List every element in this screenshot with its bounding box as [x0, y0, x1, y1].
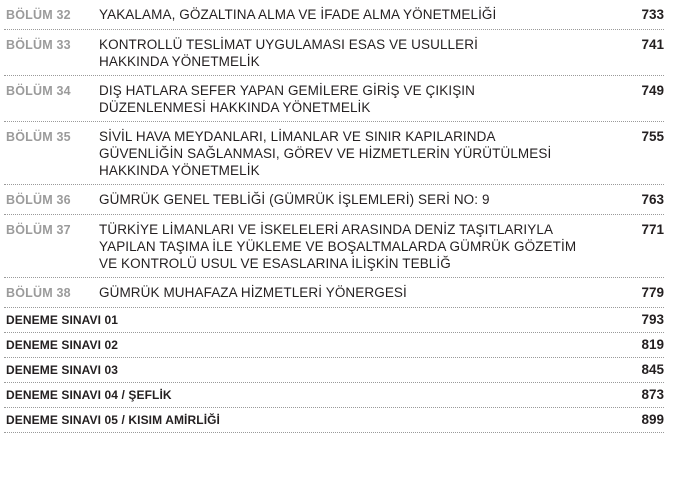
chapter-title: SİVİL HAVA MEYDANLARI, LİMANLAR VE SINIR KAPILARINDA GÜVENLİĞİN SAĞLANMASI, GÖREV VE HİZMETLERİN YÜRÜTÜLMESİ HAKKINDA YÖNETMELİK [99, 129, 552, 178]
page-number: 779 [641, 285, 664, 300]
exam-title: DENEME SINAVI 03 [6, 363, 119, 377]
toc-entry-bolum-35[interactable] [4, 122, 664, 185]
chapter-title: TÜRKİYE LİMANLARI VE İSKELELERİ ARASINDA DENİZ TAŞITLARIYLA YAPILAN TAŞIMA İLE YÜKLEME VE BOŞALTMALARDA GÜMRÜK GÖZETİM VE KONTROLÜ USUL VE ESASLARINA İLİŞKİN TEBLİĞ [99, 222, 577, 271]
chapter-number: BÖLÜM 36 [6, 193, 71, 207]
chapter-number: BÖLÜM 33 [6, 38, 71, 52]
chapter-number: BÖLÜM 37 [6, 223, 71, 237]
chapter-number: BÖLÜM 38 [6, 286, 71, 300]
toc-entry-bolum-32[interactable] [4, 0, 664, 30]
toc-entry-bolum-34[interactable] [4, 76, 664, 122]
chapter-title: DIŞ HATLARA SEFER YAPAN GEMİLERE GİRİŞ VE ÇIKIŞIN DÜZENLENMESİ HAKKINDA YÖNETMELİK [99, 83, 475, 115]
chapter-title: KONTROLLÜ TESLİMAT UYGULAMASI ESAS VE USULLERİ HAKKINDA YÖNETMELİK [99, 37, 478, 69]
toc-entry-bolum-37[interactable] [4, 215, 664, 278]
page-number: 763 [641, 192, 664, 207]
chapter-title: GÜMRÜK GENEL TEBLİĞİ (GÜMRÜK İŞLEMLERİ) SERİ NO: 9 [99, 192, 490, 207]
exam-title: DENEME SINAVI 02 [6, 338, 119, 352]
page-number: 899 [641, 412, 664, 427]
page-number: 741 [641, 37, 664, 52]
page-number: 793 [641, 312, 664, 327]
chapter-number: BÖLÜM 32 [6, 8, 71, 22]
toc-entry-bolum-38[interactable] [4, 278, 664, 308]
exam-title: DENEME SINAVI 04 / ŞEFLİK [6, 388, 172, 402]
toc-entry-deneme-02[interactable] [4, 333, 664, 358]
page-number: 819 [641, 337, 664, 352]
toc-entry-deneme-01[interactable] [4, 308, 664, 333]
toc-entry-bolum-33[interactable] [4, 30, 664, 76]
page-number: 771 [641, 222, 664, 237]
chapter-number: BÖLÜM 35 [6, 130, 71, 144]
toc-entry-deneme-04[interactable] [4, 383, 664, 408]
toc-entry-deneme-05[interactable] [4, 408, 664, 433]
exam-title: DENEME SINAVI 01 [6, 313, 119, 327]
page-number: 873 [641, 387, 664, 402]
page-number: 749 [641, 83, 664, 98]
chapter-title: YAKALAMA, GÖZALTINA ALMA VE İFADE ALMA YÖNETMELİĞİ [99, 7, 497, 22]
toc-entry-bolum-36[interactable] [4, 185, 664, 215]
chapter-number: BÖLÜM 34 [6, 84, 71, 98]
page-number: 733 [641, 7, 664, 22]
chapter-title: GÜMRÜK MUHAFAZA HİZMETLERİ YÖNERGESİ [99, 285, 407, 300]
toc-entry-deneme-03[interactable] [4, 358, 664, 383]
page-number: 755 [641, 129, 664, 144]
exam-title: DENEME SINAVI 05 / KISIM AMİRLİĞİ [6, 413, 220, 427]
page-number: 845 [641, 362, 664, 377]
